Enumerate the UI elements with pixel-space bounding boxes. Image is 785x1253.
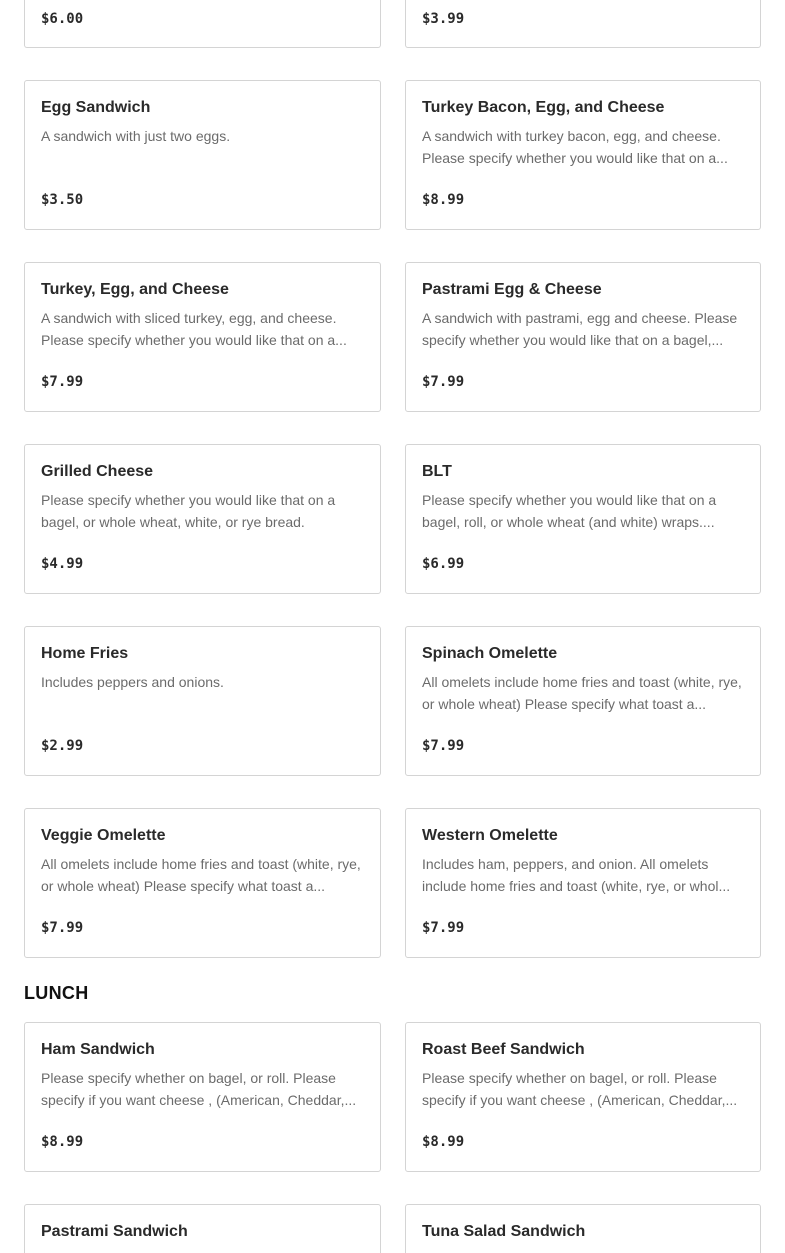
- section-heading-lunch: LUNCH: [24, 983, 89, 1003]
- menu-item-card[interactable]: [24, 0, 381, 48]
- item-price: $7.99: [422, 920, 465, 936]
- item-description: [41, 1249, 364, 1253]
- menu-item-card[interactable]: [24, 80, 381, 230]
- item-price: $8.99: [422, 192, 465, 208]
- item-price: $7.99: [422, 374, 465, 390]
- item-description: Please specify whether you would like that on a bagel, or whole wheat, white, or rye bread.: [41, 492, 336, 530]
- item-name: Veggie Omelette: [41, 827, 166, 844]
- item-price: $3.50: [41, 192, 84, 208]
- menu-item-card[interactable]: [405, 1204, 761, 1253]
- top-menu-grid: [24, 0, 761, 48]
- item-name: BLT: [422, 463, 452, 480]
- item-description: Please specify whether on bagel, or roll. Please specify if you want cheese , (American, Cheddar,...: [422, 1070, 738, 1108]
- menu-item-card[interactable]: [24, 626, 381, 776]
- item-price: $6.99: [422, 556, 465, 572]
- item-description: Please specify whether on bagel, or roll. Please specify if you want cheese , (American, Cheddar,...: [41, 1070, 357, 1108]
- menu-item-card[interactable]: [24, 262, 381, 412]
- menu-item-card[interactable]: [405, 80, 761, 230]
- item-price: $8.99: [41, 1134, 84, 1150]
- menu-item-card[interactable]: [405, 262, 761, 412]
- menu-item-card[interactable]: [24, 1022, 381, 1172]
- item-name: Pastrami Egg & Cheese: [422, 281, 602, 298]
- item-name: Spinach Omelette: [422, 645, 558, 662]
- item-price: $8.99: [422, 1134, 465, 1150]
- item-price: $7.99: [41, 920, 84, 936]
- item-name: Roast Beef Sandwich: [422, 1041, 585, 1058]
- item-description: Includes ham, peppers, and onion. All omelets include home fries and toast (white, rye, or whol...: [422, 856, 731, 894]
- item-description: All omelets include home fries and toast (white, rye, or whole wheat) Please specify what toast a...: [422, 674, 742, 712]
- item-description: [422, 1249, 744, 1253]
- menu-item-card[interactable]: [405, 1022, 761, 1172]
- item-price: $7.99: [422, 738, 465, 754]
- item-name: Egg Sandwich: [41, 99, 151, 116]
- menu-item-card[interactable]: [24, 444, 381, 594]
- item-description: Please specify whether you would like that on a bagel, roll, or whole wheat (and white) wraps....: [422, 492, 717, 530]
- item-description: A sandwich with turkey bacon, egg, and cheese. Please specify whether you would like that on a...: [422, 128, 728, 166]
- menu-item-card[interactable]: [405, 626, 761, 776]
- item-name: Western Omelette: [422, 827, 558, 844]
- item-price: $2.99: [41, 738, 84, 754]
- item-description: Includes peppers and onions.: [41, 674, 224, 690]
- menu-item-card[interactable]: [405, 808, 761, 958]
- item-name: Pastrami Sandwich: [41, 1223, 188, 1240]
- item-name: Turkey, Egg, and Cheese: [41, 281, 229, 298]
- menu-item-card[interactable]: [24, 1204, 381, 1253]
- lunch-menu-grid: [24, 1022, 761, 1253]
- item-name: Tuna Salad Sandwich: [422, 1223, 586, 1240]
- menu-item-card[interactable]: [24, 808, 381, 958]
- item-description: A sandwich with sliced turkey, egg, and cheese. Please specify whether you would like that on a...: [41, 310, 347, 348]
- item-description: All omelets include home fries and toast (white, rye, or whole wheat) Please specify what toast a...: [41, 856, 361, 894]
- item-name: Home Fries: [41, 645, 129, 662]
- item-name: Ham Sandwich: [41, 1041, 155, 1058]
- item-name: Turkey Bacon, Egg, and Cheese: [422, 99, 665, 116]
- item-description: A sandwich with just two eggs.: [41, 128, 231, 144]
- item-price: $4.99: [41, 556, 84, 572]
- item-price: $7.99: [41, 374, 84, 390]
- breakfast-menu-grid: [24, 80, 761, 958]
- item-name: Grilled Cheese: [41, 463, 154, 480]
- item-description: A sandwich with pastrami, egg and cheese. Please specify whether you would like that on a bagel,...: [422, 310, 738, 348]
- item-price: $3.99: [422, 11, 465, 27]
- menu-item-card[interactable]: [405, 0, 761, 48]
- item-price: $6.00: [41, 11, 84, 27]
- menu-item-card[interactable]: [405, 444, 761, 594]
